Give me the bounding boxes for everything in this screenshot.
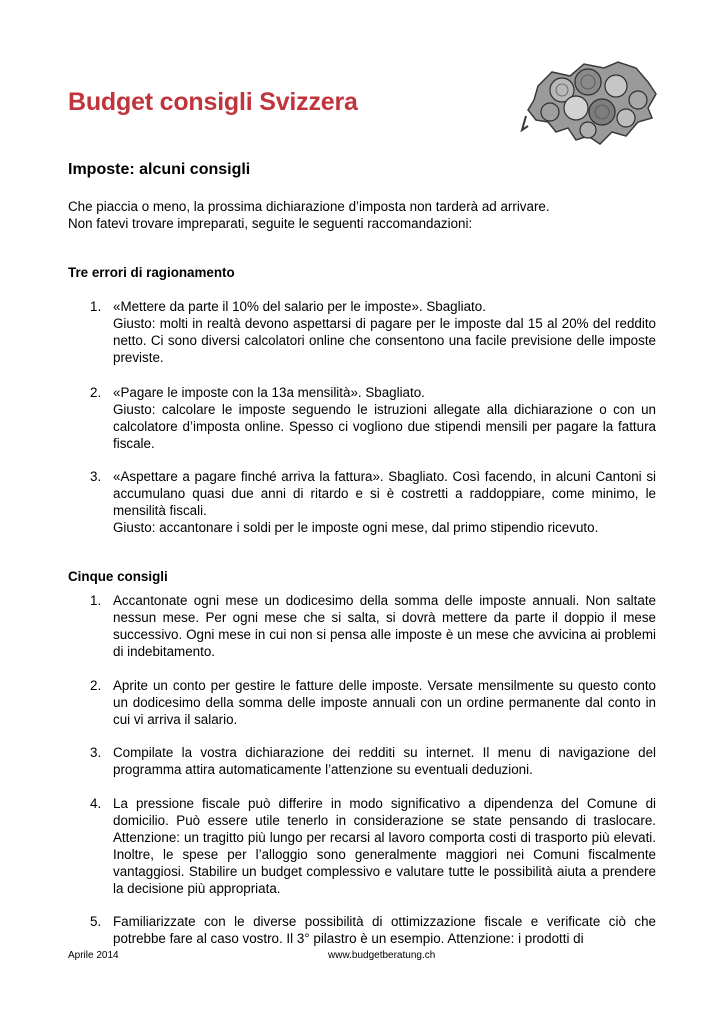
list-text: Familiarizzate con le diverse possibilità di ottimizzazione fiscale e verificate ciò che potrebbe fare al caso vostro. Il 3° pilastro è un esempio. Attenzione: i prodotti di [113, 914, 656, 946]
list-item [68, 744, 656, 778]
section-heading-errors: Tre errori di ragionamento [68, 265, 235, 280]
list-number: 2. [90, 678, 102, 693]
list-number: 5. [90, 914, 102, 929]
list-text: «Aspettare a pagare finché arriva la fattura». Sbagliato. Così facendo, in alcuni Cantoni si accumulano quasi due anni di ritardo e si è costretti a raddoppiare, come minimo, le mensilità fiscali. [113, 469, 656, 518]
intro-paragraph [68, 198, 658, 232]
section-heading-tips: Cinque consigli [68, 569, 168, 584]
list-number: 3. [90, 745, 102, 760]
list-text: Giusto: molti in realtà devono aspettarsi di pagare per le imposte dal 15 al 20% del reddito netto. Ci sono diversi calcolatori online che consentono una facile previsione delle imposte previste. [113, 316, 656, 365]
list-text: «Mettere da parte il 10% del salario per le imposte». Sbagliato. [113, 299, 486, 314]
document-title: Budget consigli Svizzera [68, 88, 358, 116]
list-item [68, 384, 656, 452]
list-number: 4. [90, 796, 102, 811]
section-subtitle: Imposte: alcuni consigli [68, 161, 251, 178]
list-text: Accantonate ogni mese un dodicesimo della somma delle imposte annuali. Non saltate nessun mese. Per ogni mese che si salta, si dovrà mettere da parte il doppio il mese successivo. Ogni mese in cui non si pensa alle imposte è un mese che avvicina ai problemi di indebitamento. [113, 593, 656, 659]
list-text: Compilate la vostra dichiarazione dei redditi su internet. Il menu di navigazione del programma attira automaticamente l’attenzione su eventuali deduzioni. [113, 745, 656, 777]
list-item [68, 468, 656, 536]
intro-line: Che piaccia o meno, la prossima dichiarazione d’imposta non tarderà ad arrivare. [68, 199, 550, 214]
swiss-coins-map-logo [518, 56, 660, 148]
list-item [68, 677, 656, 728]
list-item [68, 795, 656, 897]
list-text: Giusto: accantonare i soldi per le imposte ogni mese, dal primo stipendio ricevuto. [113, 520, 599, 535]
footer-date: Aprile 2014 [68, 950, 119, 961]
list-text: «Pagare le imposte con la 13a mensilità». Sbagliato. [113, 385, 425, 400]
list-item [68, 298, 656, 366]
list-item [68, 592, 656, 660]
list-text: Aprite un conto per gestire le fatture delle imposte. Versate mensilmente su questo conto un dodicesimo della somma delle imposte annuali con un ordine permanente dal conto in cui vi arriva il salario. [113, 678, 656, 727]
list-number: 3. [90, 469, 102, 484]
list-number: 2. [90, 385, 102, 400]
intro-line: Non fatevi trovare impreparati, seguite le seguenti raccomandazioni: [68, 216, 473, 231]
list-number: 1. [90, 593, 102, 608]
list-text: Giusto: calcolare le imposte seguendo le istruzioni allegate alla dichiarazione o con un calcolatore d’imposta online. Spesso ci vogliono due stipendi mensili per pagare la fattura fiscale. [113, 402, 656, 451]
footer-website: www.budgetberatung.ch [328, 950, 436, 961]
list-item [68, 913, 656, 947]
list-text: La pressione fiscale può differire in modo significativo a dipendenza del Comune di domicilio. Può essere utile tenerlo in considerazione se state pensando di traslocare. Attenzione: un tragitto più lungo per recarsi al lavoro comporta costi di trasporto più elevati. Inoltre, le spese per l’alloggio sono generalmente maggiori nei Comuni fiscalmente vantaggiosi. Stabilire un budget complessivo e valutare tutte le possibilità aiuta a prendere la decisione più appropriata. [113, 796, 656, 896]
list-number: 1. [90, 299, 102, 314]
